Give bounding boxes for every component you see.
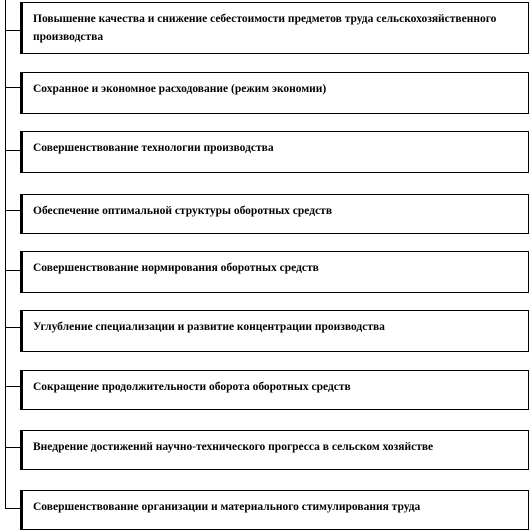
- measure-box-8: [21, 430, 529, 470]
- connector-line-2: [5, 87, 21, 88]
- measure-box-3: [21, 131, 529, 173]
- measure-text-5: Совершенствование нормирования оборотных средств: [33, 262, 319, 274]
- measure-text-9: Совершенствование организации и материального стимулирования труда: [33, 501, 421, 513]
- connector-line-9: [5, 508, 21, 509]
- connector-line-6: [5, 327, 21, 328]
- measure-box-7: [21, 370, 529, 410]
- measure-text-7: Сокращение продолжительности оборота оборотных средств: [33, 381, 351, 393]
- measure-box-6: [21, 310, 529, 352]
- connector-line-5: [5, 270, 21, 271]
- connector-line-7: [5, 386, 21, 387]
- measure-box-2: [21, 72, 529, 114]
- measure-text-2: Сохранное и экономное расходование (режим экономии): [33, 83, 327, 95]
- measure-box-9: [21, 490, 529, 530]
- connector-line-1: [5, 30, 21, 31]
- tree-spine-line: [5, 0, 6, 508]
- measure-text-1: Повышение качества и снижение себестоимости предметов труда сельскохозяйственного производства: [33, 13, 497, 43]
- measure-text-6: Углубление специализации и развитие концентрации производства: [33, 321, 385, 333]
- connector-line-4: [5, 210, 21, 211]
- measure-box-1: [21, 2, 529, 54]
- connector-line-8: [5, 447, 21, 448]
- connector-line-3: [5, 150, 21, 151]
- measure-box-5: [21, 251, 529, 293]
- measure-text-4: Обеспечение оптимальной структуры оборотных средств: [33, 205, 333, 217]
- measure-text-3: Совершенствование технологии производства: [33, 142, 274, 154]
- measure-box-4: [21, 194, 529, 234]
- measure-text-8: Внедрение достижений научно-технического прогресса в сельском хозяйстве: [33, 441, 434, 453]
